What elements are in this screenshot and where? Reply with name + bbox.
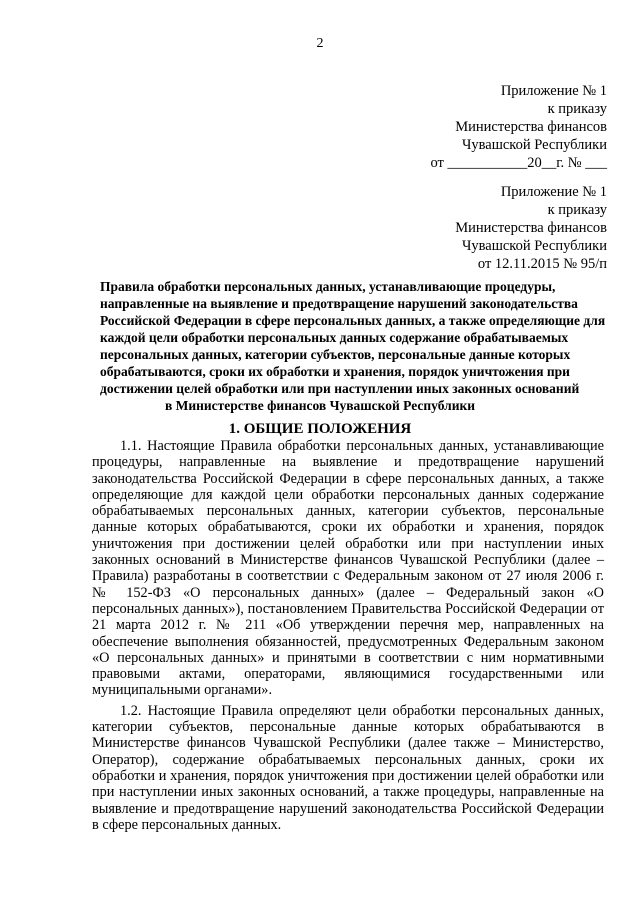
title-line: обрабатываются, сроки их обработки и хранения, порядок уничтожения при	[100, 364, 570, 379]
document-title	[100, 278, 606, 414]
title-line: персональных данных, категории субъектов, персональные данные которых	[100, 347, 571, 362]
appendix-line: к приказу	[547, 101, 607, 117]
appendix-line: к приказу	[547, 202, 607, 218]
page-number: 2	[316, 36, 324, 51]
section-heading: 1. ОБЩИЕ ПОЛОЖЕНИЯ	[228, 421, 412, 437]
title-line: каждой цели обработки персональных данных содержание обрабатываемых	[100, 330, 569, 345]
appendix-line: Приложение № 1	[500, 83, 607, 99]
appendix-stamp-dated	[455, 183, 607, 273]
section-body	[92, 438, 604, 833]
appendix-line: Министерства финансов	[455, 119, 607, 135]
appendix-line: от ___________20__г. № ___	[430, 155, 607, 171]
appendix-line: Чувашской Республики	[461, 238, 607, 254]
title-line: в Министерстве финансов Чувашской Республики	[164, 398, 476, 413]
paragraph-1-1: 1.1. Настоящие Правила обработки персональных данных, устанавливающие процедуры, направленные на выявление и предотвращение нарушений законодательства Российской Федерации в сфере персональных данных, а также определяющие для каждой цели обработки персональных данных содержание обрабатываемых персональных данных, категории субъектов, персональные данные которых обрабатываются, сроки их обработки и хранения, порядок уничтожения при достижении целей обработки или при наступлении иных законных оснований в Министерстве финансов Чувашской Республики (далее – Правила) разработаны в соответствии с Федеральным законом от 27 июля 2006 г. № 152-ФЗ «О персональных данных» (далее – Федеральный закон «О персональных данных»), постановлением Правительства Российской Федерации от 21 марта 2012 г. № 211 «Об утверждении перечня мер, направленных на обеспечение выполнения обязанностей, предусмотренных Федеральным законом «О персональных данных» и принятыми в соответствии с ним нормативными правовыми актами, операторами, являющимися государственными или муниципальными органами».	[92, 438, 604, 699]
appendix-line: Чувашской Республики	[461, 137, 607, 153]
title-line: Российской Федерации в сфере персональных данных, а также определяющие для	[100, 313, 606, 328]
title-line: направленные на выявление и предотвращение нарушений законодательства	[100, 296, 578, 311]
title-line: Правила обработки персональных данных, устанавливающие процедуры,	[100, 279, 556, 294]
appendix-stamp-blank	[430, 82, 607, 172]
paragraph-1-2: 1.2. Настоящие Правила определяют цели обработки персональных данных, категории субъектов, персональные данные которых обрабатываются в Министерстве финансов Чувашской Республики (далее также – Министерство, Оператор), содержание обрабатываемых персональных данных, сроки их обработки и хранения, порядок уничтожения при достижении целей обработки или при наступлении иных законных оснований, а также процедуры, направленные на выявление и предотвращение нарушений законодательства Российской Федерации в сфере персональных данных.	[92, 702, 604, 833]
appendix-line: Министерства финансов	[455, 220, 607, 236]
appendix-line: Приложение № 1	[500, 184, 607, 200]
appendix-line: от 12.11.2015 № 95/п	[477, 256, 607, 272]
title-line: достижении целей обработки или при наступлении иных законных оснований	[100, 381, 580, 396]
